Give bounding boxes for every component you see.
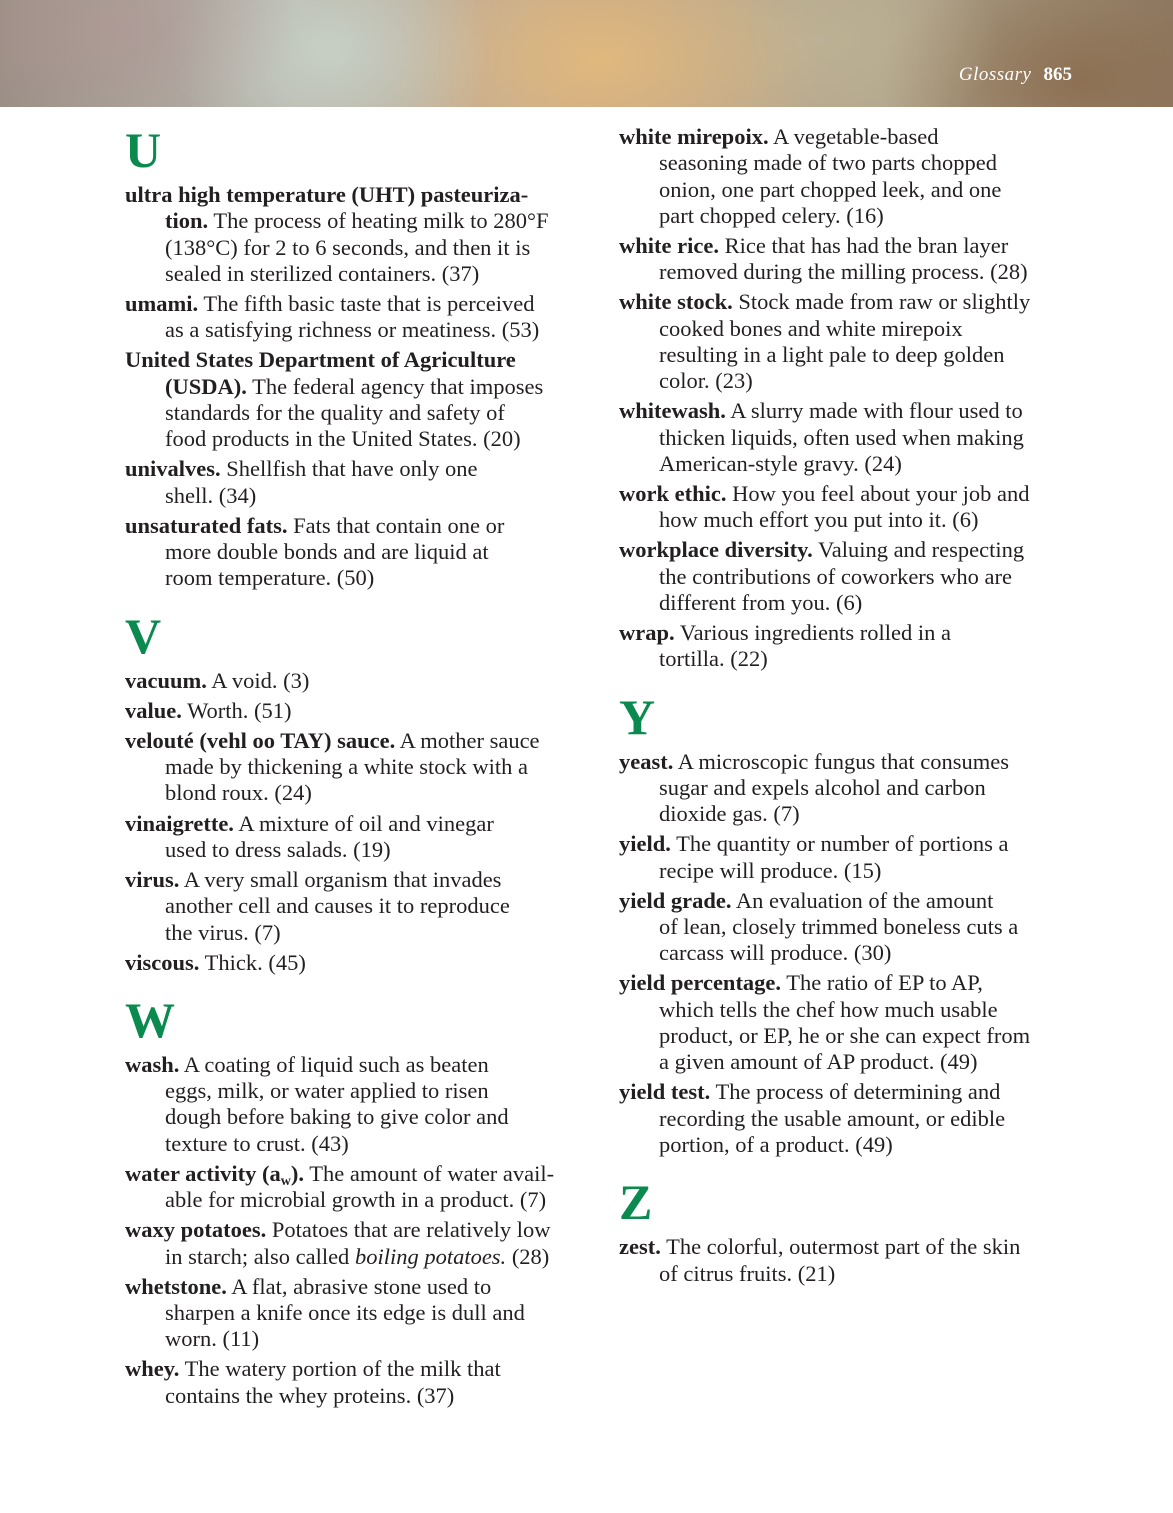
- glossary-section: [619, 1174, 1089, 1287]
- entry-term: workplace diversity.: [619, 537, 813, 563]
- glossary-entry: [619, 481, 1089, 534]
- entry-term: white mirepoix.: [619, 124, 769, 149]
- glossary-entry: [125, 456, 595, 509]
- entry-definition: A flat, abrasive stone used to sharpen a knife once its edge is dull and worn. (11): [165, 1273, 525, 1352]
- entry-term: whitewash.: [619, 398, 726, 424]
- entry-term: white rice.: [619, 232, 719, 258]
- entry-term: velouté (vehl oo TAY) sauce.: [125, 727, 396, 753]
- entry-term: wash.: [125, 1051, 180, 1077]
- glossary-entry: [619, 970, 1089, 1075]
- entry-definition: A mother sauce made by thickening a white stock with a blond roux. (24): [165, 727, 540, 806]
- glossary-section: [619, 689, 1089, 1159]
- entry-term: unsaturated fats.: [125, 512, 288, 538]
- glossary-entry: [619, 1079, 1089, 1158]
- glossary-entry: [125, 291, 595, 344]
- section-letter-heading: U: [125, 122, 162, 178]
- entry-definition: The fifth basic taste that is perceived as a satisfying richness or meatiness. (53): [165, 290, 540, 343]
- entry-definition: The ratio of EP to AP, which tells the chef how much usable product, or EP, he or she can expect from a given amount of AP product. (49): [659, 970, 1031, 1075]
- section-letter-heading: V: [125, 607, 162, 664]
- glossary-entry: [125, 182, 595, 287]
- entry-term: whey.: [125, 1356, 180, 1382]
- entry-definition: Valuing and respecting the contributions of coworkers who are different from you. (6): [659, 537, 1025, 616]
- section-letter-heading: W: [125, 991, 175, 1048]
- glossary-entry: [619, 831, 1089, 884]
- entry-term: water activity (a: [125, 1160, 281, 1186]
- section-title: Glossary: [958, 64, 1032, 85]
- entry-definition: How you feel about your job and how much effort you put into it. (6): [659, 481, 1030, 533]
- glossary-section: [125, 608, 595, 976]
- header-photo-band: [0, 0, 1173, 107]
- entry-term: waxy potatoes.: [125, 1217, 267, 1243]
- entry-term: whetstone.: [125, 1273, 227, 1299]
- glossary-entry: [125, 950, 595, 976]
- entry-definition: Potatoes that are relatively low in starch; also called: [165, 1217, 551, 1269]
- entry-term: viscous.: [125, 949, 200, 975]
- entry-definition: The amount of water avail- able for microbial growth in a product. (7): [165, 1160, 555, 1213]
- entry-definition-italic: boiling potatoes.: [354, 1243, 507, 1269]
- entry-term: vacuum.: [125, 667, 207, 693]
- entry-term-end: ).: [290, 1160, 305, 1186]
- glossary-entry: [619, 398, 1089, 477]
- entry-term: univalves.: [125, 456, 221, 482]
- glossary-entry: [619, 537, 1089, 616]
- running-head: [959, 64, 1072, 86]
- entry-term: yield percentage.: [619, 970, 782, 996]
- left-column: [125, 118, 595, 1413]
- entry-term: zest.: [619, 1234, 661, 1260]
- entry-definition: Shellfish that have only one shell. (34): [165, 456, 478, 508]
- glossary-entry: [125, 1274, 595, 1353]
- entry-term: wrap.: [619, 620, 675, 646]
- entry-definition: An evaluation of the amount of lean, closely trimmed boneless cuts a carcass will produce. (30): [659, 887, 1019, 966]
- glossary-entry: [619, 620, 1089, 673]
- entry-term: white stock.: [619, 289, 733, 315]
- entry-definition: A vegetable-based seasoning made of two parts chopped onion, one part chopped leek, and one part chopped celery. (16): [659, 124, 1002, 228]
- glossary-section: [619, 124, 1089, 673]
- entry-definition: A coating of liquid such as beaten eggs, milk, or water applied to risen dough before baking to give color and texture to crust. (43): [165, 1051, 509, 1156]
- entry-definition: Thick. (45): [199, 949, 306, 975]
- glossary-entry: [619, 233, 1089, 286]
- entry-definition: Worth. (51): [181, 697, 292, 723]
- entry-definition: A slurry made with flour used to thicken liquids, often used when making American-style gravy. (24): [659, 398, 1024, 476]
- entry-term: value.: [125, 697, 182, 723]
- entry-term: United States Department of Agriculture (USDA).: [125, 347, 516, 399]
- entry-definition: Rice that has had the bran layer removed during the milling process. (28): [659, 232, 1028, 285]
- glossary-entry: [619, 1234, 1089, 1287]
- entry-term: work ethic.: [619, 481, 727, 507]
- glossary-entry: [125, 811, 595, 864]
- entry-definition-end: (28): [506, 1243, 550, 1269]
- entry-term: yield test.: [619, 1079, 711, 1105]
- right-column: [619, 124, 1089, 1291]
- glossary-entry: [125, 1217, 595, 1270]
- glossary-entry: [125, 668, 595, 694]
- entry-term: vinaigrette.: [125, 810, 234, 836]
- page-number: 865: [1043, 64, 1072, 85]
- entry-definition: A void. (3): [206, 667, 310, 693]
- entry-term: yield.: [619, 831, 671, 857]
- entry-term-subscript-wrap: [280, 1161, 291, 1189]
- entry-definition: A very small organism that invades another cell and causes it to reproduce the virus. (7): [165, 866, 510, 945]
- glossary-entry: [125, 513, 595, 592]
- glossary-entry: [619, 124, 1089, 229]
- entry-term: ultra high temperature (UHT) pasteuriza- tion.: [125, 182, 529, 234]
- glossary-entry: [125, 698, 595, 724]
- entry-definition: Various ingredients rolled in a tortilla. (22): [659, 620, 952, 672]
- entry-definition: The process of heating milk to 280°F (138°C) for 2 to 6 seconds, and then it is sealed in sterilized containers. (37): [165, 208, 549, 286]
- entry-definition: A mixture of oil and vinegar used to dress salads. (19): [165, 810, 494, 862]
- glossary-entry: [619, 888, 1089, 967]
- section-letter-heading: Y: [619, 688, 656, 745]
- glossary-entry: [125, 347, 595, 452]
- entry-term: yeast.: [619, 748, 674, 774]
- section-letter-heading: Z: [619, 1174, 653, 1231]
- glossary-section: [125, 992, 595, 1409]
- glossary-entry: [125, 728, 595, 807]
- entry-term: virus.: [125, 866, 180, 892]
- entry-definition: The process of determining and recording the usable amount, or edible portion, of a product. (49): [659, 1079, 1006, 1158]
- glossary-entry: [125, 1052, 595, 1157]
- glossary-entry: [125, 867, 595, 946]
- entry-definition: Fats that contain one or more double bonds and are liquid at room temperature. (50): [165, 512, 505, 591]
- glossary-entry: [619, 289, 1089, 394]
- entry-term: umami.: [125, 290, 199, 316]
- entry-definition: A microscopic fungus that consumes sugar and expels alcohol and carbon dioxide gas. (7): [659, 748, 1009, 827]
- entry-definition: The federal agency that imposes standards for the quality and safety of food products in the United States. (20): [165, 373, 544, 452]
- glossary-entry: [125, 1356, 595, 1409]
- entry-term: yield grade.: [619, 887, 732, 913]
- entry-term-subscript: w: [280, 1173, 291, 1189]
- entry-definition: The watery portion of the milk that contains the whey proteins. (37): [165, 1356, 501, 1408]
- entry-definition: The quantity or number of portions a recipe will produce. (15): [659, 831, 1009, 883]
- glossary-entry: [125, 1161, 595, 1214]
- entry-definition: Stock made from raw or slightly cooked bones and white mirepoix resulting in a light pale to deep golden color. (23): [659, 289, 1031, 394]
- glossary-section: [125, 122, 595, 592]
- glossary-entry: [619, 749, 1089, 828]
- entry-definition: The colorful, outermost part of the skin of citrus fruits. (21): [659, 1234, 1021, 1286]
